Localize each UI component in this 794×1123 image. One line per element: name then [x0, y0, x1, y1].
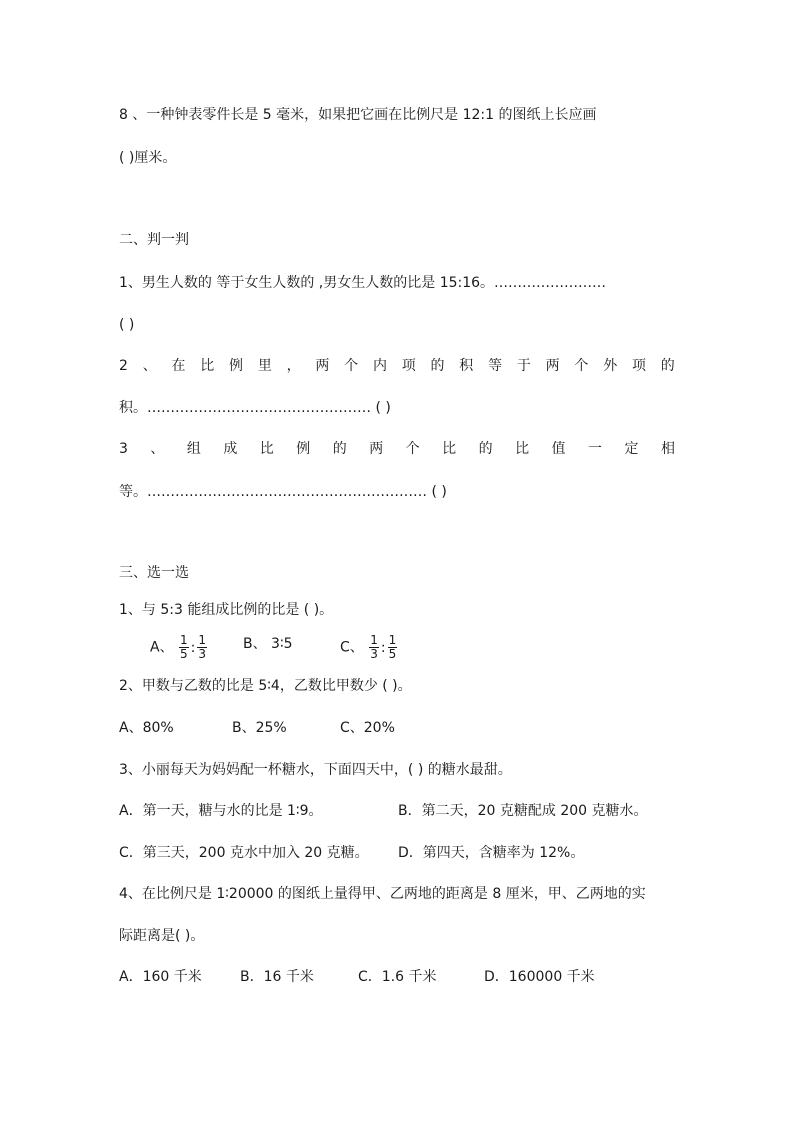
- fraction: [388, 634, 398, 661]
- token: 两: [545, 358, 560, 374]
- s2-q1-line1: 1、男生人数的 等于女生人数的 ,男女生人数的比是 15:16。……………………: [119, 275, 607, 291]
- token: 一: [588, 441, 603, 457]
- numerator: 1: [198, 633, 207, 647]
- token: 成: [223, 441, 238, 457]
- token: 积: [459, 358, 474, 374]
- ratio-colon: :: [380, 639, 386, 656]
- q8-line2: ( )厘米。: [119, 150, 177, 166]
- s3-q4-option-a: A．160 千米: [119, 969, 202, 985]
- s3-q4-option-b: B．16 千米: [240, 969, 314, 985]
- s3-q3-stem: 3、小丽每天为妈妈配一杯糖水，下面四天中，( ) 的糖水最甜。: [119, 762, 512, 778]
- token: 值: [551, 441, 566, 457]
- token: 项: [631, 358, 646, 374]
- token: ，: [286, 358, 301, 374]
- token: 个: [405, 441, 420, 457]
- token: 两: [315, 358, 330, 374]
- token: 内: [372, 358, 387, 374]
- s3-q4-line2: 际距离是( )。: [119, 928, 205, 944]
- s3-q1-option-c: [340, 634, 398, 661]
- s3-q2-option-a: A、80%: [119, 720, 174, 736]
- token: 比: [200, 358, 215, 374]
- token: 的: [332, 441, 347, 457]
- token: 定: [624, 441, 639, 457]
- s3-q1-option-a: [150, 634, 208, 661]
- token: 相: [660, 441, 675, 457]
- q8-line1: 8 、一种钟表零件长是 5 毫米，如果把它画在比例尺是 12:1 的图纸上长应画: [119, 107, 597, 123]
- s3-q4-option-c: C．1.6 千米: [358, 969, 437, 985]
- s2-q2-line2: 积。………………………………………… ( ): [119, 400, 391, 416]
- section3-title: 三、选一选: [119, 565, 189, 581]
- token: 的: [478, 441, 493, 457]
- section2-title: 二、判一判: [119, 232, 189, 248]
- option-label: C、: [340, 639, 364, 656]
- fraction: [179, 634, 189, 661]
- s3-q1-option-b: B、 3∶5: [243, 636, 293, 652]
- s2-q1-line2: ( ): [119, 317, 135, 333]
- token: 、: [142, 358, 157, 374]
- token: 2: [119, 358, 128, 374]
- token: 两: [369, 441, 384, 457]
- s3-q4-line1: 4、在比例尺是 1∶20000 的图纸上量得甲、乙两地的距离是 8 厘米，甲、乙两地的实: [119, 886, 646, 902]
- denominator: 5: [388, 647, 397, 661]
- s3-q3-option-c: C．第三天，200 克水中加入 20 克糖。: [119, 845, 369, 861]
- token: 个: [574, 358, 589, 374]
- s3-q1-stem: 1、与 5:3 能组成比例的比是 ( )。: [119, 602, 334, 618]
- s3-q3-option-d: D．第四天，含糖率为 12%。: [398, 845, 585, 861]
- s3-q4-option-d: D．160000 千米: [484, 969, 595, 985]
- ratio-colon: :: [190, 639, 196, 656]
- token: 比: [515, 441, 530, 457]
- fraction: [197, 634, 207, 661]
- s2-q3-line2: 等。…………………………………………………… ( ): [119, 484, 447, 500]
- numerator: 1: [370, 633, 378, 647]
- denominator: 3: [370, 647, 378, 661]
- fraction: [369, 634, 379, 661]
- token: 外: [603, 358, 618, 374]
- numerator: 1: [388, 633, 397, 647]
- token: 3: [119, 441, 128, 457]
- token: 等: [488, 358, 503, 374]
- token: 比: [259, 441, 274, 457]
- s3-q3-option-b: B．第二天，20 克糖配成 200 克糖水。: [398, 803, 648, 819]
- token: 的: [430, 358, 445, 374]
- token: 比: [442, 441, 457, 457]
- token: 个: [344, 358, 359, 374]
- s2-q3-line1: [119, 439, 675, 459]
- token: 于: [516, 358, 531, 374]
- token: 的: [660, 358, 675, 374]
- denominator: 5: [180, 647, 188, 661]
- denominator: 3: [198, 647, 207, 661]
- s3-q2-option-c: C、20%: [340, 720, 395, 736]
- token: 在: [171, 358, 186, 374]
- option-label: A、: [150, 639, 174, 656]
- s3-q2-stem: 2、甲数与乙数的比是 5∶4，乙数比甲数少 ( )。: [119, 678, 412, 694]
- s3-q3-option-a: A．第一天，糖与水的比是 1∶9。: [119, 803, 323, 819]
- numerator: 1: [180, 633, 188, 647]
- s2-q2-line1: [119, 356, 675, 376]
- token: 、: [150, 441, 165, 457]
- s3-q2-option-b: B、25%: [232, 720, 287, 736]
- token: 例: [296, 441, 311, 457]
- token: 项: [401, 358, 416, 374]
- token: 组: [186, 441, 201, 457]
- token: 里: [257, 358, 272, 374]
- token: 例: [229, 358, 244, 374]
